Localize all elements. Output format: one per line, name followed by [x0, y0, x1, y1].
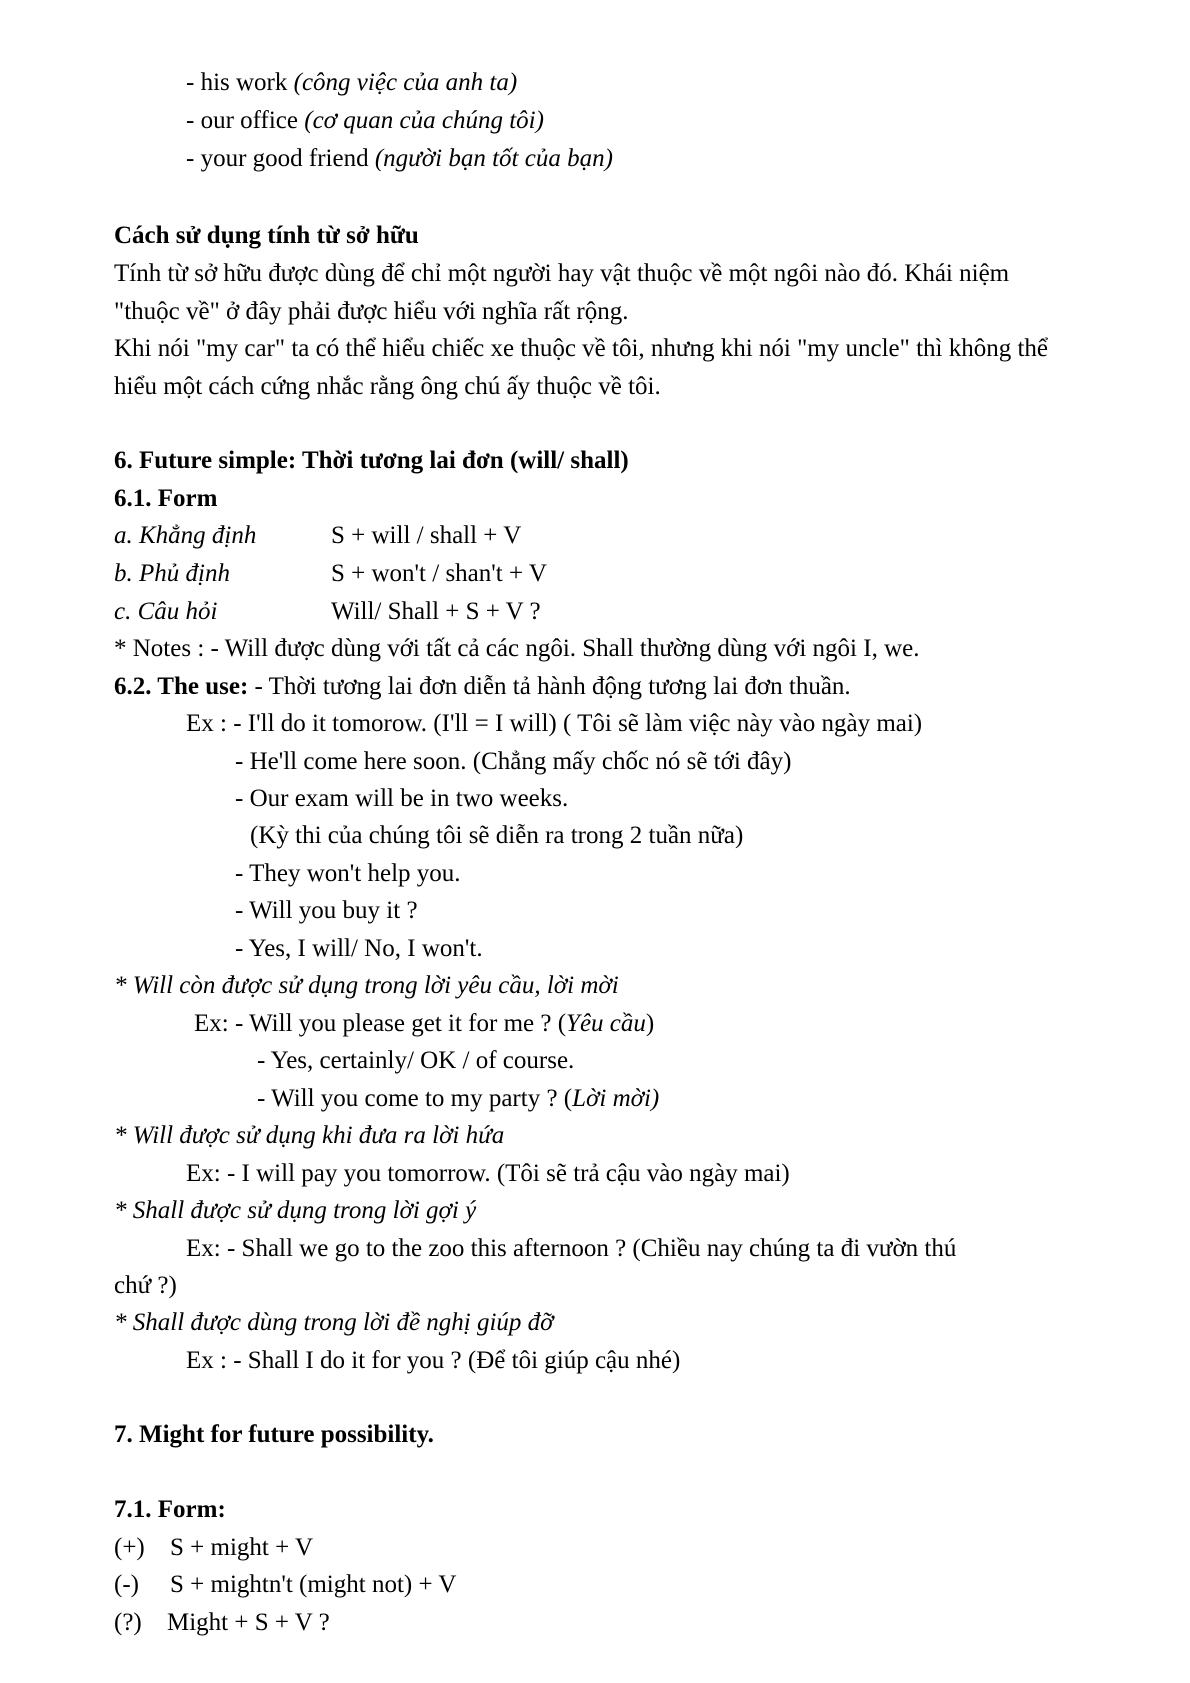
- form-heading: 6.1. Form: [114, 485, 218, 512]
- form-formula: S + will / shall + V: [331, 522, 522, 549]
- example-line: - He'll come here soon. (Chẳng mấy chốc nó sẽ tới đây): [235, 748, 792, 775]
- usage-heading: Cách sử dụng tính từ sở hữu: [114, 222, 419, 249]
- example-en: - our office: [186, 107, 305, 134]
- example-text: ): [645, 1010, 655, 1037]
- example-vi: (cơ quan của chúng tôi): [304, 107, 544, 134]
- section-title: 6. Future simple: Thời tương lai đơn (will/ shall): [114, 447, 629, 474]
- example-line: Ex : - Shall I do it for you ? (Để tôi giúp cậu nhé): [186, 1347, 681, 1374]
- example-line: - Yes, I will/ No, I won't.: [235, 935, 483, 962]
- example-line: - Will you buy it ?: [235, 897, 418, 924]
- example-en: - his work: [186, 69, 294, 96]
- form-formula: Might + S + V ?: [167, 1609, 330, 1636]
- example-line: Ex : - I'll do it tomorow. (I'll = I will) ( Tôi sẽ làm việc này vào ngày mai): [186, 710, 923, 737]
- subheading-suggest: * Shall được sử dụng trong lời gợi ý: [114, 1197, 477, 1224]
- example-line: [194, 1009, 654, 1039]
- example-vi: (công việc của anh ta): [293, 69, 518, 96]
- example-line: - Yes, certainly/ OK / of course.: [257, 1047, 575, 1074]
- usage-paragraph: Tính từ sở hữu được dùng để chỉ một người hay vật thuộc về một ngôi nào đó. Khái niệm "thuộc về" ở đây phải được hiểu với nghĩa rất rộng.: [114, 260, 1010, 325]
- form-sign: (-): [114, 1571, 139, 1598]
- example-en: - your good friend: [186, 145, 375, 172]
- form-formula: S + mightn't (might not) + V: [170, 1571, 457, 1598]
- form-formula: Will/ Shall + S + V ?: [331, 598, 541, 625]
- form-sign: (?): [114, 1609, 142, 1636]
- example-note: Lời mời): [572, 1085, 660, 1112]
- form-label: a. Khẳng định: [114, 522, 257, 549]
- subheading-promise: * Will được sử dụng khi đưa ra lời hứa: [114, 1122, 505, 1149]
- example-text: Ex: - Will you please get it for me ? (: [194, 1010, 567, 1037]
- example-line: chứ ?): [114, 1272, 177, 1299]
- form-formula: S + might + V: [170, 1534, 314, 1561]
- example-line: - Our exam will be in two weeks.: [235, 785, 569, 812]
- example-line: [257, 1084, 659, 1114]
- subheading-request: * Will còn được sử dụng trong lời yêu cầu, lời mời: [114, 972, 619, 999]
- notes: * Notes : - Will được dùng với tất cả các ngôi. Shall thường dùng với ngôi I, we.: [114, 635, 920, 662]
- example-line: [186, 106, 544, 136]
- subheading-offer: * Shall được dùng trong lời đề nghị giúp đỡ: [114, 1309, 554, 1336]
- example-line: Ex: - Shall we go to the zoo this afternoon ? (Chiều nay chúng ta đi vườn thú: [186, 1235, 957, 1262]
- example-line: [186, 144, 613, 174]
- form-formula: S + won't / shan't + V: [331, 560, 547, 587]
- form-heading: 7.1. Form:: [114, 1496, 226, 1523]
- example-line: - They won't help you.: [235, 860, 461, 887]
- section-title: 7. Might for future possibility.: [114, 1421, 434, 1448]
- example-note: Yêu cầu: [566, 1010, 646, 1037]
- example-text: - Will you come to my party ? (: [257, 1085, 573, 1112]
- example-vi: (người bạn tốt của bạn): [374, 145, 613, 172]
- use-heading: 6.2. The use:: [114, 673, 249, 700]
- form-label: b. Phủ định: [114, 560, 230, 587]
- use-text: - Thời tương lai đơn diễn tả hành động tương lai đơn thuần.: [248, 673, 851, 700]
- usage-paragraph: Khi nói "my car" ta có thể hiểu chiếc xe thuộc về tôi, nhưng khi nói "my uncle" thì không thể hiểu một cách cứng nhắc rằng ông chú ấy thuộc về tôi.: [114, 335, 1049, 400]
- form-label: c. Câu hỏi: [114, 598, 218, 625]
- example-line: [186, 68, 517, 98]
- use-line: [114, 672, 851, 702]
- example-translation: (Kỳ thi của chúng tôi sẽ diễn ra trong 2 tuần nữa): [250, 822, 744, 849]
- form-sign: (+): [114, 1534, 145, 1561]
- example-line: Ex: - I will pay you tomorrow. (Tôi sẽ trả cậu vào ngày mai): [186, 1160, 790, 1187]
